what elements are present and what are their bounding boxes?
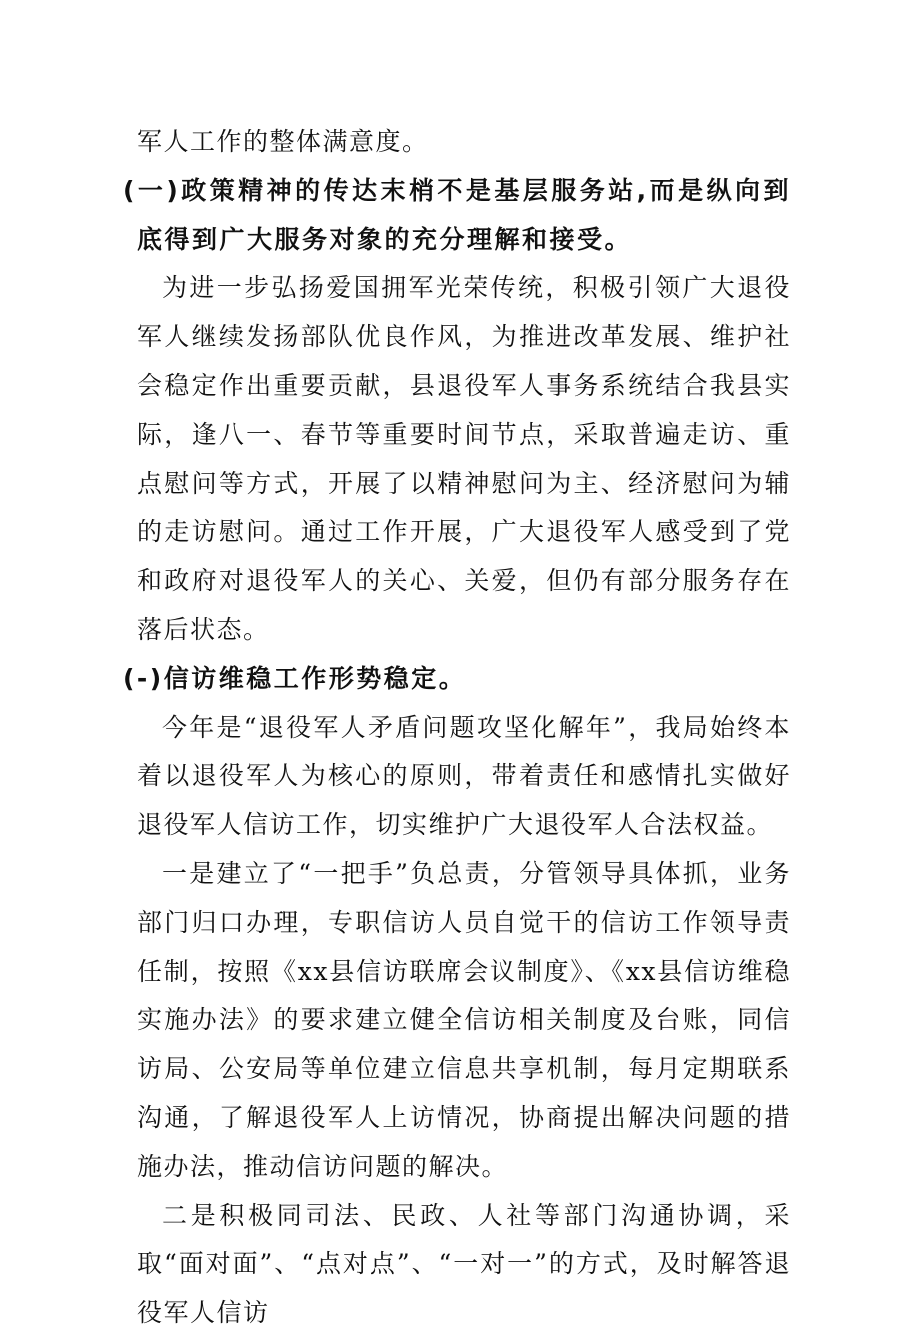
section-heading-petition: (-)信访维稳工作形势稳定。 bbox=[123, 663, 467, 693]
paragraph-point-two: 二是积极同司法、民政、人社等部门沟通协调，采取“面对面”、“点对点”、“一对一”的方式，及时解答退役军人信访 bbox=[137, 1200, 791, 1328]
section-heading-policy: (一)政策精神的传达末梢不是基层服务站,而是纵向到底得到广大服务对象的充分理解和接受。 bbox=[123, 175, 791, 254]
paragraph-point-one: 一是建立了“一把手”负总责，分管领导具体抓，业务部门归口办理，专职信访人员自觉干的信访工作领导责任制，按照《xx县信访联席会议制度》、《xx县信访维稳实施办法》的要求建立健全信访相关制度及台账，同信访局、公安局等单位建立信息共享机制，每月定期联系沟通，了解退役军人上访情况，协商提出解决问题的措施办法，推动信访问题的解决。 bbox=[137, 858, 791, 1181]
paragraph-petition-intro: 今年是“退役军人矛盾问题攻坚化解年”，我局始终本着以退役军人为核心的原则，带着责任和感情扎实做好退役军人信访工作，切实维护广大退役军人合法权益。 bbox=[137, 712, 791, 840]
paragraph-visits: 为进一步弘扬爱国拥军光荣传统，积极引领广大退役军人继续发扬部队优良作风，为推进改革发展、维护社会稳定作出重要贡献，县退役军人事务系统结合我县实际，逢八一、春节等重要时间节点，采取普遍走访、重点慰问等方式，开展了以精神慰问为主、经济慰问为辅的走访慰问。通过工作开展，广大退役军人感受到了党和政府对退役军人的关心、关爱，但仍有部分服务存在落后状态。 bbox=[137, 273, 791, 644]
paragraph-continuation: 军人工作的整体满意度。 bbox=[137, 127, 429, 156]
document-body bbox=[123, 118, 791, 1338]
